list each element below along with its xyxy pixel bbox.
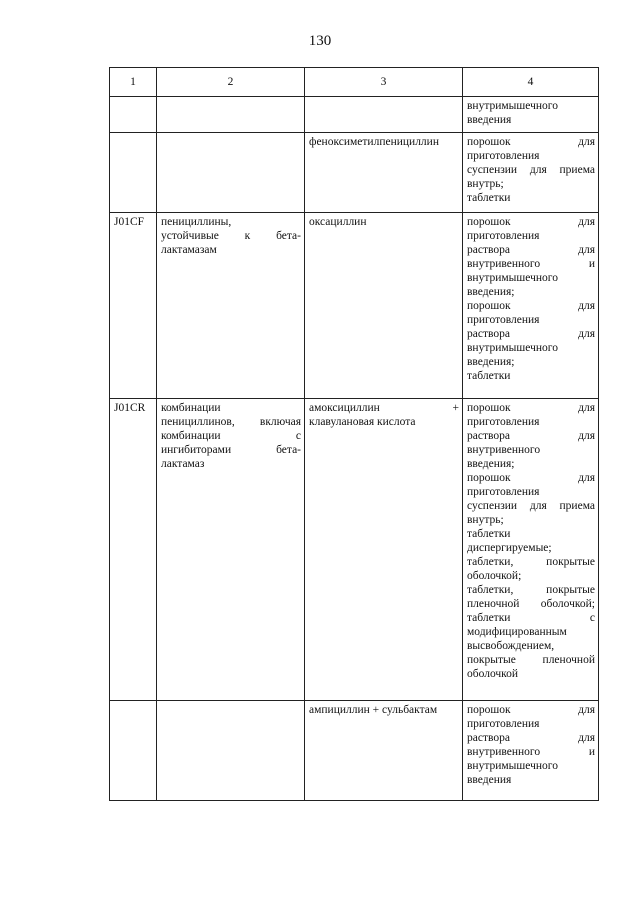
atc-code-cell: J01CR <box>110 399 157 701</box>
group-name-cell <box>157 701 305 801</box>
atc-code-cell <box>110 97 157 133</box>
dosage-form-line: введения; <box>467 286 515 298</box>
atc-code-cell <box>110 133 157 213</box>
dosage-form-line: внутримышечного <box>467 272 558 284</box>
dosage-form-line: внутримышечного <box>467 760 558 772</box>
group-name-line: комбинации с <box>161 430 301 442</box>
dosage-form-line: внутрь; <box>467 514 504 526</box>
drug-name-cell <box>305 133 463 213</box>
dosage-form-line: порошок для <box>467 136 595 148</box>
dosage-form-line: введения; <box>467 356 515 368</box>
drug-table <box>109 67 599 801</box>
dosage-form-line: таблетки <box>467 528 511 540</box>
dosage-form-line: внутримышечного <box>467 100 558 112</box>
dosage-form-line: суспензии для приема <box>467 500 595 512</box>
drug-name-line: оксациллин <box>309 216 367 228</box>
dosage-form-line: порошок для <box>467 300 595 312</box>
column-header-3: 3 <box>305 68 463 97</box>
dosage-form-cell <box>463 399 599 701</box>
column-header-1: 1 <box>110 68 157 97</box>
dosage-form-cell <box>463 133 599 213</box>
column-header-4: 4 <box>463 68 599 97</box>
drug-name-line: клавулановая кислота <box>309 416 416 428</box>
group-name-line: устойчивые к бета- <box>161 230 301 242</box>
group-name-line: лактамазам <box>161 244 217 256</box>
dosage-form-line: порошок для <box>467 216 595 228</box>
dosage-form-line: раствора для <box>467 328 595 340</box>
dosage-form-line: раствора для <box>467 430 595 442</box>
dosage-form-line: порошок для <box>467 472 595 484</box>
group-name-line: ингибиторами бета- <box>161 444 301 456</box>
dosage-form-line: оболочкой; <box>467 570 522 582</box>
group-name-line: лактамаз <box>161 458 205 470</box>
dosage-form-line: порошок для <box>467 402 595 414</box>
dosage-form-line: пленочной оболочкой; <box>467 598 595 610</box>
dosage-form-line: приготовления <box>467 486 540 498</box>
atc-code-cell <box>110 701 157 801</box>
dosage-form-cell <box>463 701 599 801</box>
dosage-form-line: диспергируемые; <box>467 542 552 554</box>
group-name-line: пенициллины, <box>161 216 232 228</box>
dosage-form-cell <box>463 213 599 399</box>
group-name-cell <box>157 97 305 133</box>
drug-name-cell <box>305 97 463 133</box>
dosage-form-line: раствора для <box>467 732 595 744</box>
drug-name-line: амоксициллин + <box>309 402 459 414</box>
table-row <box>110 97 599 133</box>
dosage-form-line: внутрь; <box>467 178 504 190</box>
drug-name-line: феноксиметилпенициллин <box>309 136 439 148</box>
dosage-form-line: раствора для <box>467 244 595 256</box>
dosage-form-line: таблетки с <box>467 612 595 624</box>
dosage-form-line: внутривенного <box>467 444 541 456</box>
dosage-form-line: введения <box>467 774 512 786</box>
group-name-cell <box>157 133 305 213</box>
dosage-form-line: внутривенного и <box>467 258 595 270</box>
dosage-form-line: суспензии для приема <box>467 164 595 176</box>
dosage-form-line: оболочкой <box>467 668 519 680</box>
table-body <box>110 97 599 801</box>
table-row <box>110 701 599 801</box>
drug-name-line: ампициллин + сульбактам <box>309 704 438 716</box>
dosage-form-line: приготовления <box>467 416 540 428</box>
table-row <box>110 399 599 701</box>
dosage-form-line: таблетки <box>467 370 511 382</box>
dosage-form-line: внутривенного и <box>467 746 595 758</box>
column-header-2: 2 <box>157 68 305 97</box>
dosage-form-line: высвобождением, <box>467 640 555 652</box>
table-row <box>110 213 599 399</box>
group-name-cell <box>157 399 305 701</box>
group-name-line: пенициллинов, включая <box>161 416 301 428</box>
dosage-form-line: приготовления <box>467 230 540 242</box>
dosage-form-line: таблетки, покрытые <box>467 584 595 596</box>
drug-name-cell <box>305 399 463 701</box>
dosage-form-line: приготовления <box>467 718 540 730</box>
group-name-cell <box>157 213 305 399</box>
table-header-row <box>110 68 599 97</box>
dosage-form-line: покрытые пленочной <box>467 654 595 666</box>
dosage-form-cell <box>463 97 599 133</box>
dosage-form-line: порошок для <box>467 704 595 716</box>
dosage-form-line: модифицированным <box>467 626 567 638</box>
atc-code-cell: J01CF <box>110 213 157 399</box>
dosage-form-line: приготовления <box>467 314 540 326</box>
drug-name-cell <box>305 213 463 399</box>
group-name-line: комбинации <box>161 402 221 414</box>
dosage-form-line: таблетки, покрытые <box>467 556 595 568</box>
dosage-form-line: введения; <box>467 458 515 470</box>
table-row <box>110 133 599 213</box>
page-number: 130 <box>308 33 332 49</box>
dosage-form-line: внутримышечного <box>467 342 558 354</box>
dosage-form-line: таблетки <box>467 192 511 204</box>
dosage-form-line: приготовления <box>467 150 540 162</box>
dosage-form-line: введения <box>467 114 512 126</box>
drug-name-cell <box>305 701 463 801</box>
